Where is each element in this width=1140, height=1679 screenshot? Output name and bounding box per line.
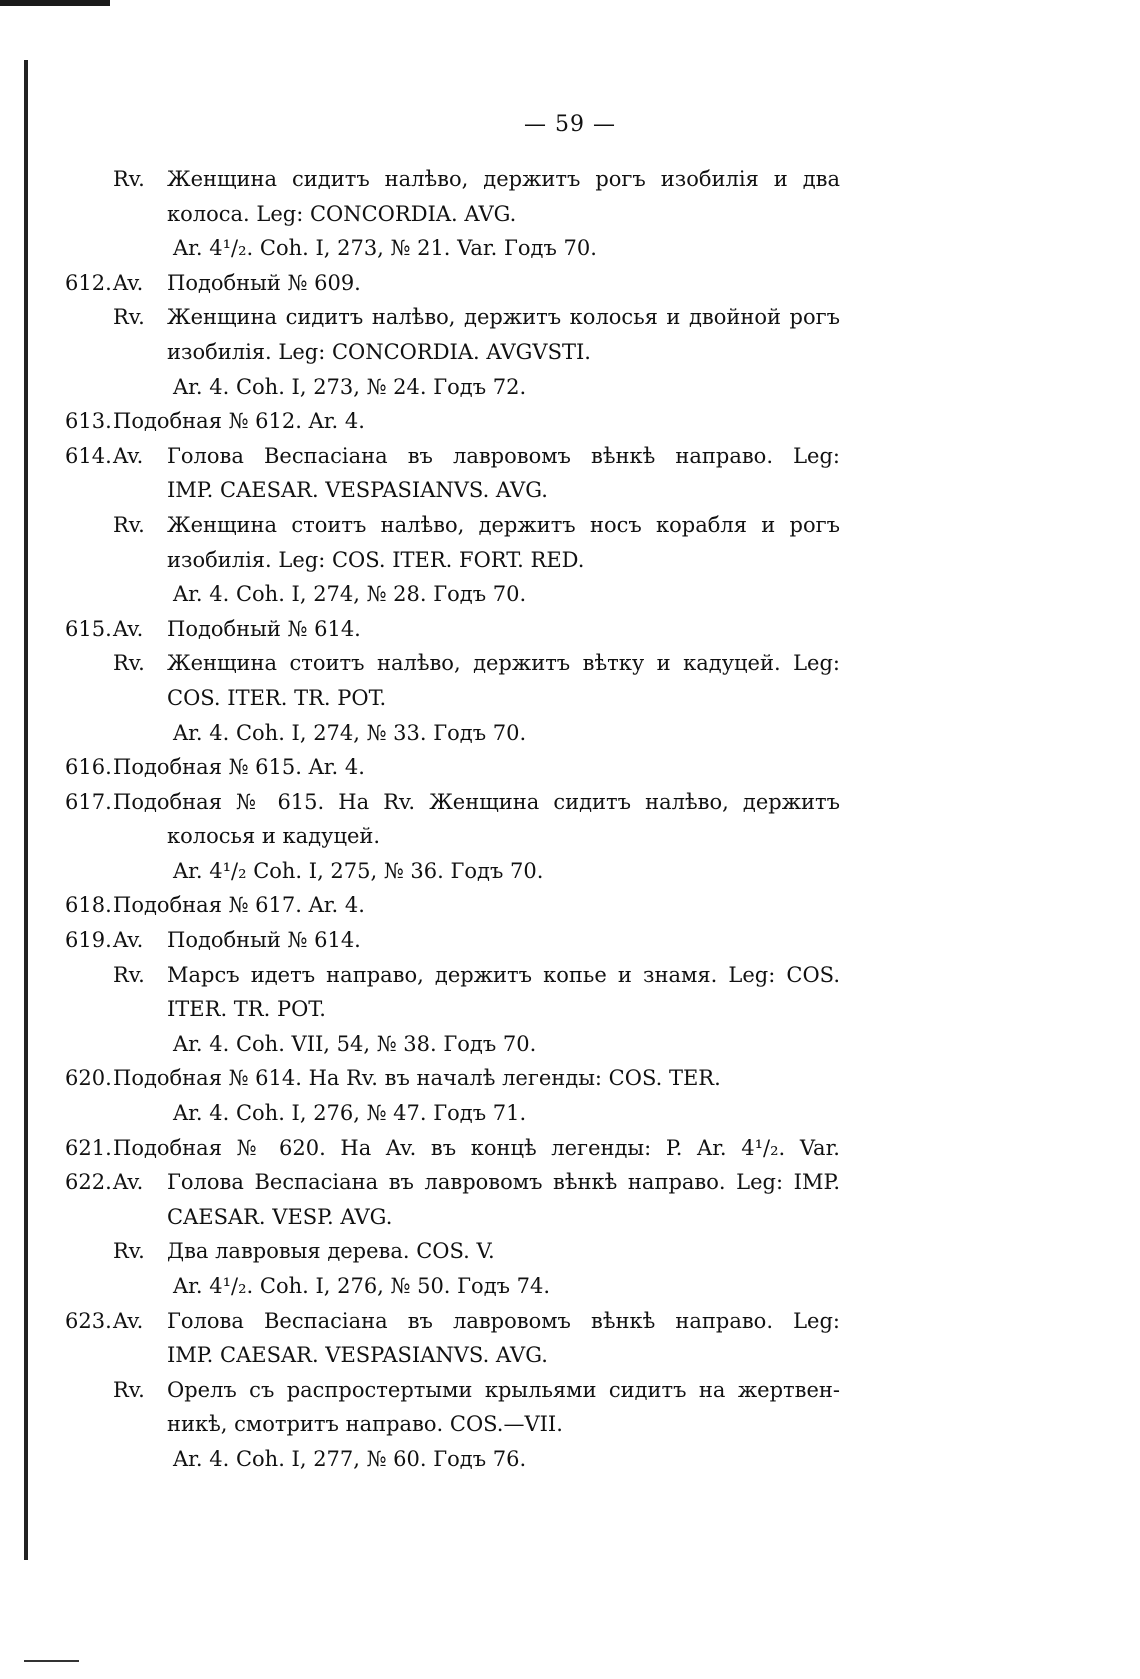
catalog-line: [0, 750, 1140, 785]
catalog-line: [0, 577, 1140, 612]
catalog-line: [0, 819, 1140, 854]
catalog-line: [0, 1338, 1140, 1373]
catalog-line: [0, 162, 1140, 197]
catalog-line: [0, 543, 1140, 578]
entry-text: IMP. CAESAR. VESPASIANVS. AVG.: [167, 1343, 548, 1368]
side-label: Rv.: [113, 962, 145, 987]
catalog-line: [0, 716, 1140, 751]
entry-text: Ar. 4. Coh. VII, 54, № 38. Годъ 70.: [173, 1031, 537, 1056]
entry-number: 621.: [65, 1135, 112, 1160]
side-label: Av.: [113, 270, 144, 295]
catalog-line: [0, 1165, 1140, 1200]
entry-text: Подобная № 620. На Av. въ концѣ легенды: P. Ar. 4¹/₂. Var.: [113, 1135, 840, 1160]
entry-text: Подобная № 615. На Rv. Женщина сидитъ налѣво, держитъ: [113, 789, 840, 814]
entry-text: Голова Веспасіана въ лавровомъ вѣнкѣ направо. Leg: IMP.: [167, 1170, 840, 1195]
catalog-line: [0, 612, 1140, 647]
entry-number: 618.: [65, 893, 112, 918]
entry-text: Ar. 4¹/₂. Coh. I, 276, № 50. Годъ 74.: [173, 1274, 551, 1298]
entry-text: Женщина стоитъ налѣво, держитъ носъ корабля и рогъ: [167, 512, 840, 537]
catalog-entries: [0, 162, 1140, 1477]
entry-text: Ar. 4. Coh. I, 277, № 60. Годъ 76.: [173, 1446, 527, 1471]
side-label: Rv.: [113, 651, 145, 676]
side-label: Rv.: [113, 305, 145, 330]
entry-number: 620.: [65, 1066, 112, 1091]
entry-text: Подобная № 614. На Rv. въ началѣ легенды: COS. TER.: [113, 1066, 721, 1091]
side-label: Av.: [113, 928, 144, 953]
entry-text: ITER. TR. POT.: [167, 997, 326, 1022]
catalog-line: [0, 1027, 1140, 1062]
entry-text: Ar. 4¹/₂ Coh. I, 275, № 36. Годъ 70.: [173, 858, 544, 883]
scan-edge-mark-bottom: [24, 1660, 79, 1662]
entry-text: Ar. 4. Coh. I, 274, № 33. Годъ 70.: [173, 720, 527, 745]
entry-text: Подобная № 615. Ar. 4.: [113, 755, 365, 780]
entry-text: COS. ITER. TR. POT.: [167, 685, 387, 710]
entry-text: Голова Веспасіана въ лавровомъ вѣнкѣ направо. Leg:: [167, 1308, 840, 1333]
catalog-line: [0, 508, 1140, 543]
catalog-line: [0, 923, 1140, 958]
catalog-line: [0, 992, 1140, 1027]
catalog-line: [0, 1304, 1140, 1339]
entry-number: 623.: [65, 1308, 112, 1333]
side-label: Av.: [113, 1308, 144, 1333]
entry-text: Подобный № 609.: [167, 270, 361, 295]
entry-text: Ar. 4¹/₂. Coh. I, 273, № 21. Var. Годъ 70.: [173, 236, 597, 261]
side-label: Rv.: [113, 1239, 145, 1264]
catalog-line: [0, 1407, 1140, 1442]
entry-text: Женщина стоитъ налѣво, держитъ вѣтку и кадуцей. Leg:: [167, 651, 840, 676]
catalog-line: [0, 300, 1140, 335]
entry-text: Подобная № 612. Ar. 4.: [113, 409, 365, 434]
entry-text: Женщина сидитъ налѣво, держитъ колосья и двойной рогъ: [167, 305, 840, 330]
entry-text: Женщина сидитъ налѣво, держитъ рогъ изобилія и два: [167, 167, 840, 191]
entry-text: Ar. 4. Coh. I, 273, № 24. Годъ 72.: [173, 374, 527, 399]
entry-text: Подобный № 614.: [167, 928, 361, 953]
catalog-line: [0, 958, 1140, 993]
catalog-line: [0, 1096, 1140, 1131]
catalog-line: [0, 1373, 1140, 1408]
entry-text: Ar. 4. Coh. I, 276, № 47. Годъ 71.: [173, 1101, 527, 1126]
catalog-line: [0, 231, 1140, 266]
catalog-line: [0, 404, 1140, 439]
entry-number: 616.: [65, 755, 112, 780]
catalog-line: [0, 888, 1140, 923]
entry-text: никѣ, смотритъ направо. COS.—VII.: [167, 1412, 563, 1437]
page-number: — 59 —: [524, 112, 616, 137]
side-label: Av.: [113, 616, 144, 641]
entry-text: Два лавровыя дерева. COS. V.: [167, 1239, 495, 1264]
entry-number: 612.: [65, 270, 112, 295]
scan-edge-mark: [0, 0, 110, 6]
catalog-line: [0, 370, 1140, 405]
entry-number: 617.: [65, 789, 112, 814]
entry-text: IMP. CAESAR. VESPASIANVS. AVG.: [167, 478, 548, 503]
catalog-line: [0, 1234, 1140, 1269]
entry-text: Марсъ идетъ направо, держитъ копье и знамя. Leg: COS.: [167, 962, 840, 987]
entry-number: 615.: [65, 616, 112, 641]
catalog-line: [0, 854, 1140, 889]
side-label: Rv.: [113, 1377, 145, 1402]
catalog-line: [0, 266, 1140, 301]
catalog-line: [0, 197, 1140, 232]
catalog-line: [0, 1200, 1140, 1235]
side-label: Av.: [113, 443, 144, 468]
entry-number: 614.: [65, 443, 112, 468]
catalog-line: [0, 1131, 1140, 1166]
entry-text: Голова Веспасіана въ лавровомъ вѣнкѣ направо. Leg:: [167, 443, 840, 468]
catalog-line: [0, 439, 1140, 474]
entry-text: изобилія. Leg: COS. ITER. FORT. RED.: [167, 547, 585, 572]
side-label: Av.: [113, 1170, 144, 1195]
catalog-line: [0, 1061, 1140, 1096]
catalog-line: [0, 646, 1140, 681]
entry-text: колосья и кадуцей.: [167, 824, 381, 849]
entry-number: 622.: [65, 1170, 112, 1195]
catalog-line: [0, 473, 1140, 508]
entry-text: CAESAR. VESP. AVG.: [167, 1204, 393, 1229]
entry-text: изобилія. Leg: CONCORDIA. AVGVSTI.: [167, 339, 591, 364]
entry-text: Орелъ съ распростертыми крыльями сидитъ на жертвен-: [167, 1377, 840, 1402]
side-label: Rv.: [113, 167, 145, 191]
entry-text: Ar. 4. Coh. I, 274, № 28. Годъ 70.: [173, 582, 527, 607]
catalog-line: [0, 681, 1140, 716]
entry-text: Подобная № 617. Ar. 4.: [113, 893, 365, 918]
catalog-line: [0, 785, 1140, 820]
entry-number: 613.: [65, 409, 112, 434]
entry-number: 619.: [65, 928, 112, 953]
catalog-line: [0, 1442, 1140, 1477]
catalog-line: [0, 1269, 1140, 1304]
entry-text: колоса. Leg: CONCORDIA. AVG.: [167, 201, 517, 226]
catalog-line: [0, 335, 1140, 370]
entry-text: Подобный № 614.: [167, 616, 361, 641]
side-label: Rv.: [113, 512, 145, 537]
